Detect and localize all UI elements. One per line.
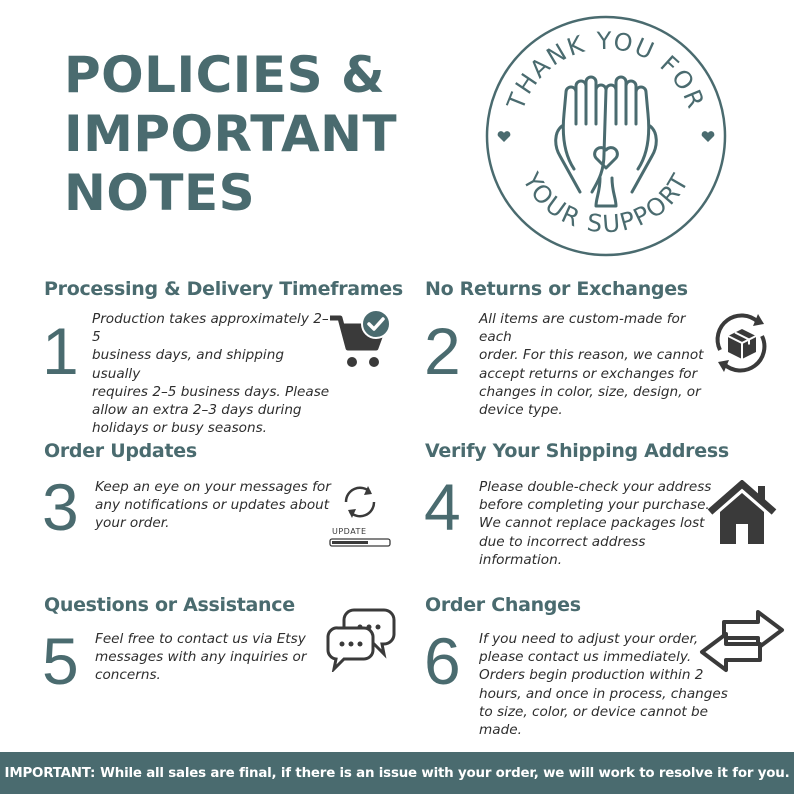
body-line: Production takes approximately 2–5 [92,311,329,346]
body-line: business days, and shipping usually [92,347,284,382]
thank-you-badge [484,14,728,258]
important-footer-bar [0,752,794,794]
chat-bubbles-icon [326,606,396,672]
body-line: Feel free to contact us via Etsy [95,631,306,647]
body-line: concerns. [95,667,161,684]
box-return-icon [708,310,774,376]
page-title [64,46,397,223]
footer-text: While all sales are final, if there is an issue with your order, we will work to resolve it for you. [100,765,790,781]
body-line: Orders begin production within 2 [479,667,704,684]
section-heading: Verify Your Shipping Address [425,440,729,462]
body-line: holidays or busy seasons. [92,420,268,437]
badge-text-bottom: YOUR SUPPORT [517,167,695,239]
body-line: made. [479,722,522,739]
section-order-updates [44,440,404,462]
section-body-6 [479,630,729,739]
body-line: hours, and once in process, changes [479,685,728,702]
body-line: All items are custom-made for each [479,311,686,346]
body-line: allow an extra 2–3 days during [92,402,302,419]
section-number-6: 6 [424,624,461,698]
progress-bar-icon [326,537,396,549]
body-line: changes in color, size, design, or [479,383,701,400]
title-line-2: IMPORTANT [64,105,398,163]
section-heading: Order Changes [425,594,581,616]
badge-text-top: THANK YOU FOR [501,26,711,114]
heart-left-icon [498,131,511,142]
body-line: accept returns or exchanges for [479,365,698,382]
body-line: Please double-check your address [479,479,712,495]
body-line: your order. [95,515,170,532]
body-line: requires 2–5 business days. Please [92,383,330,400]
section-processing-delivery [44,278,404,300]
section-body-5 [95,630,335,685]
body-line: due to incorrect address [479,533,646,550]
update-icon [326,480,396,546]
title-line-1: POLICIES & [64,46,386,104]
section-body-2 [479,310,719,419]
section-heading: Processing & Delivery Timeframes [44,278,403,300]
section-number-1: 1 [42,314,79,388]
body-line: messages with any inquiries or [95,649,307,666]
shopping-cart-check-icon [328,308,394,372]
body-line: before completing your purchase. [479,497,710,514]
exchange-arrows-icon [696,606,788,676]
body-line: any notifications or updates about [95,497,330,514]
section-heading: Questions or Assistance [44,594,295,616]
section-verify-address [425,440,785,462]
body-line: We cannot replace packages lost [479,515,705,532]
body-line: device type. [479,402,563,419]
footer-label: IMPORTANT: [4,765,96,781]
section-number-3: 3 [42,470,79,544]
section-no-returns [425,278,785,300]
body-line: information. [479,551,563,568]
body-line: Keep an eye on your messages for [95,479,331,495]
heart-right-icon [702,131,715,142]
section-body-3 [95,478,335,533]
update-label: UPDATE [332,527,367,536]
body-line: If you need to adjust your order, [479,631,699,647]
section-heading: Order Updates [44,440,197,462]
refresh-icon [326,480,396,524]
body-line: please contact us immediately. [479,649,692,666]
section-number-5: 5 [42,624,79,698]
section-body-4 [479,478,719,569]
section-body-1 [92,310,332,437]
hands-heart-icon [556,77,657,206]
body-line: to size, color, or device cannot be [479,703,709,720]
section-number-4: 4 [424,470,461,544]
house-icon [706,480,778,546]
section-number-2: 2 [424,314,461,388]
title-line-3: NOTES [64,164,256,222]
body-line: order. For this reason, we cannot [479,347,704,364]
section-heading: No Returns or Exchanges [425,278,688,300]
